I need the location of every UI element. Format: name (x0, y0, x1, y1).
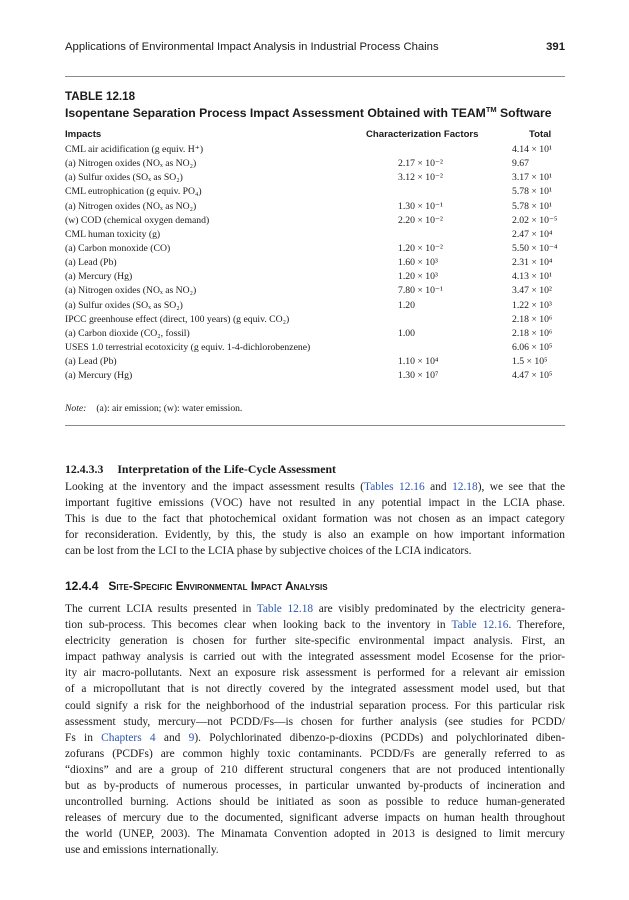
table-row (65, 242, 565, 256)
table-row (65, 299, 565, 313)
factor-cell: 1.10 × 10⁴ (398, 356, 439, 368)
factor-cell: 1.30 × 10⁻¹ (398, 200, 443, 212)
cross-reference-link[interactable]: Table 12.16 (451, 619, 509, 632)
text-line (65, 479, 565, 495)
total-cell: 3.47 × 10² (512, 285, 552, 297)
total-cell: 5.78 × 10¹ (512, 186, 552, 198)
impact-cell: (a) Nitrogen oxides (NOₓ as NO₂) (65, 285, 197, 297)
impact-cell: CML air acidification (g equiv. H⁺) (65, 144, 204, 155)
col-header-impacts: Impacts (65, 129, 102, 140)
impact-cell: (a) Lead (Pb) (65, 356, 117, 368)
table-title: Isopentane Separation Process Impact Assessment Obtained with TEAM™ Software (65, 104, 552, 120)
impact-cell: (a) Lead (Pb) (65, 257, 117, 269)
cross-reference-link[interactable]: Table 12.18 (256, 603, 314, 615)
section-heading-12-4-3-3: 12.4.3.3 Interpretation of the Life-Cycle Assessment (65, 462, 336, 476)
factor-cell: 1.20 × 10³ (398, 271, 438, 283)
impact-cell: (a) Carbon dioxide (CO₂, fossil) (65, 327, 190, 339)
text-run: could signify a risk for the neighborhood of the industrial separation process. For this particular risk (65, 699, 565, 712)
text-run: ). Polychlorinated dibenzo-p-dioxins (PCDDs) and polychlorinated diben- (194, 731, 565, 744)
text-line (65, 527, 565, 543)
factor-cell: 3.12 × 10⁻² (398, 172, 443, 184)
text-line (65, 746, 565, 762)
factor-cell: 1.20 × 10⁻² (398, 242, 443, 254)
text-line (65, 698, 565, 714)
table-row (65, 171, 565, 185)
text-line (65, 511, 565, 527)
factor-cell: 1.30 × 10⁷ (398, 370, 439, 382)
cross-reference-link[interactable]: 12.18 (452, 481, 478, 493)
text-run: “dioxins” and are a group of 210 different structural congeners that are not produced intentionally (65, 763, 565, 776)
table-row (65, 200, 565, 214)
table-row (65, 369, 565, 383)
section-heading-12-4-4: 12.4.4 Site-Specific Environmental Impact Analysis (65, 579, 328, 593)
factor-cell: 1.20 (398, 299, 415, 311)
text-run: important fugitive emissions (VOC) have not resulted in any potential impact in the LCIA phase. (65, 497, 565, 510)
total-cell: 2.18 × 10⁶ (512, 327, 553, 339)
impact-cell: (a) Sulfur oxides (SOₓ as SO₂) (65, 172, 183, 184)
impact-cell: (a) Nitrogen oxides (NOₓ as NO₂) (65, 158, 197, 170)
factor-cell: 7.80 × 10⁻¹ (398, 285, 443, 297)
text-run: . Therefore, (508, 619, 565, 632)
text-run: electricity generation is chosen for further site-specific environmental impact analysis. First, an (65, 635, 565, 648)
text-line (65, 714, 565, 730)
table-row (65, 284, 565, 298)
impact-cell: (a) Carbon monoxide (CO) (65, 242, 171, 254)
text-line (65, 633, 565, 649)
total-cell: 2.47 × 10⁴ (512, 228, 553, 240)
impact-cell: USES 1.0 terrestrial ecotoxicity (g equiv. 1-4-dichlorobenzene) (65, 341, 311, 353)
text-line (65, 681, 565, 697)
factor-cell: 2.20 × 10⁻² (398, 214, 443, 226)
text-line (65, 543, 565, 559)
total-cell: 3.17 × 10¹ (512, 172, 552, 184)
impact-table (65, 143, 565, 383)
factor-cell: 1.60 × 10³ (398, 257, 438, 269)
table-bottom-rule (65, 425, 565, 426)
table-row (65, 341, 565, 355)
text-run: This is due to the fact that photochemical oxidant formation was not chosen as an impact category (65, 513, 565, 526)
factor-cell: 1.00 (398, 327, 415, 339)
running-head (65, 41, 565, 57)
cross-reference-link[interactable]: 9 (188, 731, 195, 744)
table-note (65, 403, 242, 414)
text-line (65, 826, 565, 842)
text-run: and (424, 481, 453, 493)
table-row (65, 256, 565, 270)
table-row (65, 143, 565, 157)
total-cell: 2.02 × 10⁻⁵ (512, 214, 558, 226)
impact-cell: IPCC greenhouse effect (direct, 100 years) (g equiv. CO₂) (65, 313, 290, 325)
total-cell: 4.14 × 10¹ (512, 144, 552, 155)
total-cell: 9.67 (512, 158, 529, 170)
impact-cell: (a) Sulfur oxides (SOₓ as SO₂) (65, 299, 183, 311)
note-text: (a): air emission; (w): water emission. (96, 403, 243, 414)
impact-cell: (a) Mercury (Hg) (65, 271, 133, 283)
cross-reference-link[interactable]: Chapters 4 (101, 731, 156, 744)
paragraph-site-specific (65, 601, 565, 859)
total-cell: 2.31 × 10⁴ (512, 257, 553, 269)
text-line (65, 810, 565, 826)
text-run: releases of mercury due to the documented, significant adverse impacts on human health throughout (65, 812, 565, 825)
impact-cell: (a) Mercury (Hg) (65, 370, 133, 382)
text-run: Fs in (65, 731, 102, 744)
table-row (65, 313, 565, 327)
text-line (65, 730, 565, 746)
text-line (65, 649, 565, 665)
table-row (65, 228, 565, 242)
text-run: assessment study, mercury—not PCDD/Fs—is chosen for further analysis (see studies for PCDD/ (65, 715, 565, 728)
text-line (65, 665, 565, 681)
total-cell: 4.47 × 10⁵ (512, 370, 553, 382)
text-line (65, 617, 565, 633)
text-run: Looking at the inventory and the impact assessment results ( (65, 481, 365, 493)
text-line (65, 842, 565, 858)
text-run: for reconsideration. Evidently, by this, the study is also an example on how important information (65, 529, 565, 542)
text-run: The current LCIA results presented in (65, 603, 257, 615)
text-line (65, 794, 565, 810)
table-row (65, 327, 565, 341)
col-header-factors: Characterization Factors (366, 129, 479, 140)
text-run: ity air macro-pollutants. Next an exposure risk assessment is performed for a relevant air emission (65, 667, 565, 680)
table-row (65, 185, 565, 199)
cross-reference-link[interactable]: Tables 12.16 (364, 481, 425, 493)
text-line (65, 601, 565, 617)
total-cell: 1.5 × 10⁵ (512, 356, 548, 368)
factor-cell: 2.17 × 10⁻² (398, 158, 443, 170)
total-cell: 5.78 × 10¹ (512, 200, 552, 212)
col-header-total: Total (529, 129, 552, 140)
page-number: 391 (546, 41, 565, 53)
text-run: but as by-products of numerous processes, in particular unwanted by-products of incineration and (65, 780, 565, 793)
table-label: TABLE 12.18 (65, 90, 136, 103)
impact-cell: CML eutrophication (g equiv. PO₄) (65, 186, 202, 198)
table-row (65, 270, 565, 284)
impact-cell: (w) COD (chemical oxygen demand) (65, 214, 210, 226)
text-run: are visibly predominated by the electricity genera- (313, 603, 565, 615)
table-row (65, 355, 565, 369)
text-line (65, 778, 565, 794)
text-line (65, 495, 565, 511)
text-run: and (155, 731, 189, 744)
paragraph-interpretation (65, 479, 565, 559)
impact-cell: CML human toxicity (g) (65, 228, 161, 240)
text-run: use and emissions internationally. (65, 844, 219, 857)
table-row (65, 214, 565, 228)
header-rule (65, 76, 565, 77)
text-line (65, 762, 565, 778)
text-run: zofurans (PCDFs) are common highly toxic contaminants. PCDD/Fs are generally referred to as (65, 747, 565, 760)
text-run: tion sub-process. This becomes clear when looking back to the inventory in (65, 619, 452, 632)
trademark-sup: TM (485, 104, 497, 114)
note-label: Note: (65, 403, 87, 414)
impact-cell: (a) Nitrogen oxides (NOₓ as NO₂) (65, 200, 197, 212)
table-row (65, 157, 565, 171)
running-head-title: Applications of Environmental Impact Analysis in Industrial Process Chains (65, 41, 439, 53)
total-cell: 2.18 × 10⁶ (512, 313, 553, 325)
text-run: can be lost from the LCI to the LCIA phase by subjective choices of the LCIA indicators. (65, 545, 472, 558)
total-cell: 5.50 × 10⁻⁴ (512, 242, 558, 254)
text-run: ), we see that the (477, 481, 565, 493)
text-run: the world (UNEP, 2003). The Minamata Convention adopted in 2013 is designed to limit mercury (65, 828, 565, 841)
total-cell: 4.13 × 10¹ (512, 271, 552, 283)
total-cell: 6.06 × 10⁵ (512, 341, 553, 353)
text-run: impact pathway analysis is carried out with the integrated assessment model Ecosense for the prior- (65, 651, 565, 664)
text-run: of a micropollutant that is not directly covered by the integrated assessment model used, but that (65, 683, 565, 696)
total-cell: 1.22 × 10³ (512, 299, 552, 311)
text-run: uncontrolled burning. Actions should be initiated as soon as possible to reduce human-generated (65, 796, 565, 809)
